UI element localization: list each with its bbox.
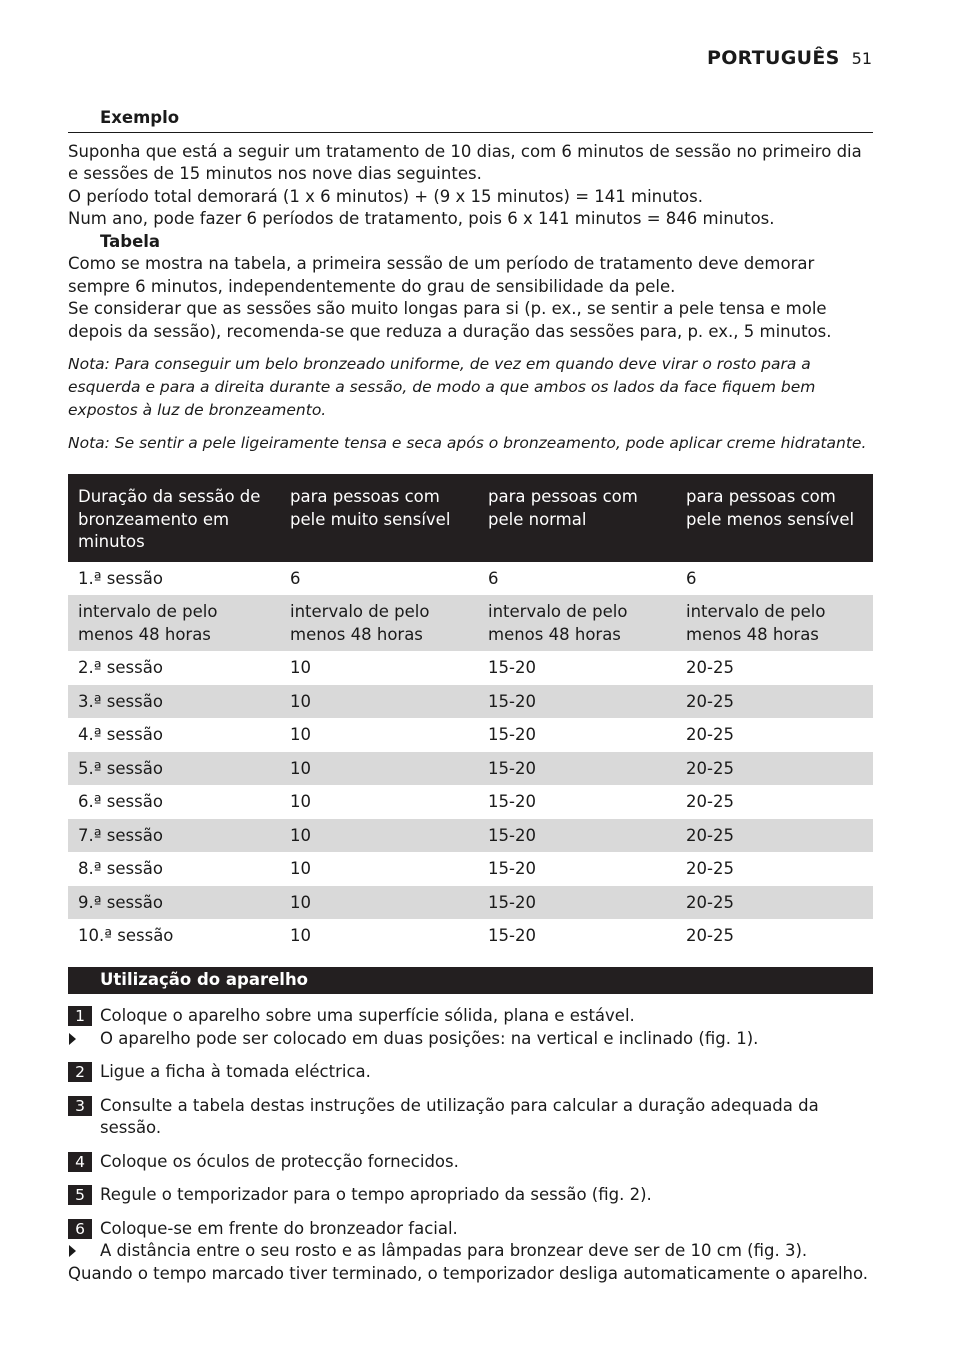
table-cell: 10 [290,658,311,677]
step-number: 2 [68,1062,92,1082]
note-1: Nota: Para conseguir um belo bronzeado uniforme, de vez em quando deve virar o rosto para a esquerda e para a direita durante a sessão, de modo a que ambos os lados da face fiquem bem expostos à luz de bronzeamento. [68,355,816,419]
exemplo-paragraph-3: Num ano, pode fazer 6 períodos de tratamento, pois 6 x 141 minutos = 846 minutos. [68,209,775,228]
table-cell: 6 [488,568,499,588]
table-cell: 20-25 [686,658,734,677]
table-cell: 10 [290,725,311,744]
table-cell: 10 [280,752,478,786]
table-row [68,785,873,819]
table-cell: 6 [686,568,697,588]
tabela-paragraph-2: Se considerar que as sessões são muito longas para si (p. ex., se sentir a pele tensa e mole depois da sessão), recomenda-se que reduza a duração das sessões para, p. ex., 5 minutos. [68,299,832,341]
table-cell: 20-25 [686,926,734,945]
step-3 [68,1095,873,1140]
step-number: 3 [68,1096,92,1116]
step-text: Coloque-se em frente do bronzeador facial. [100,1218,458,1238]
table-row [68,886,873,920]
step-number: 6 [68,1219,92,1239]
tabela-paragraph-1: Como se mostra na tabela, a primeira sessão de um período de tratamento deve demorar sempre 6 minutos, independentemente do grau de sensibilidade da pele. [68,254,815,296]
table-row [68,562,873,596]
table-cell: 15-20 [488,725,536,744]
table-cell: 10 [290,926,311,945]
table-cell: 15-20 [488,792,536,811]
page-header [707,47,872,69]
bullet-text: O aparelho pode ser colocado em duas posições: na vertical e inclinado (fig. 1). [100,1028,759,1048]
table-row [68,752,873,786]
header-very-sensitive: para pessoas com pele muito sensível [280,474,478,562]
step-1-bullet [68,1028,873,1051]
heading-exemplo: Exemplo [68,107,873,133]
header-normal: para pessoas com pele normal [478,474,676,562]
step-number: 4 [68,1152,92,1172]
step-2 [68,1061,873,1084]
table-cell: 15-20 [488,926,536,945]
header-duration: Duração da sessão de bronzeamento em minutos [68,474,280,562]
closing-paragraph: Quando o tempo marcado tiver terminado, o temporizador desliga automaticamente o aparelho. [68,1263,869,1283]
table-cell: intervalo de pelo menos 48 horas [676,595,873,651]
table-cell: 6.ª sessão [78,792,163,811]
table-cell: intervalo de pelo menos 48 horas [68,595,280,651]
table-cell: 10.ª sessão [78,926,174,945]
table-cell: 20-25 [686,859,734,878]
step-number: 5 [68,1185,92,1205]
step-4 [68,1151,873,1174]
table-cell: 1.ª sessão [78,568,163,588]
step-text: Ligue a ficha à tomada eléctrica. [100,1062,371,1081]
table-cell: 10 [280,685,478,719]
page-content [68,107,873,1285]
step-text: Coloque os óculos de protecção fornecidos. [100,1151,459,1171]
table-cell: 15-20 [488,658,536,677]
table-cell: 9.ª sessão [68,886,280,920]
table-cell: 6 [290,568,301,588]
note-2: Nota: Se sentir a pele ligeiramente tensa e seca após o bronzeamento, pode aplicar creme hidratante. [68,434,867,452]
heading-utilizacao: Utilização do aparelho [68,967,873,995]
table-cell: 7.ª sessão [68,819,280,853]
step-text: Coloque o aparelho sobre uma superfície sólida, plana e estável. [100,1006,635,1025]
table-cell: 10 [290,859,311,878]
table-cell: 2.ª sessão [78,658,163,677]
table-cell: intervalo de pelo menos 48 horas [478,595,676,651]
step-text: Consulte a tabela destas instruções de utilização para calcular a duração adequada da sessão. [100,1095,819,1137]
step-number: 1 [68,1006,92,1026]
table-header-row [68,474,873,562]
table-cell: 15-20 [478,685,676,719]
step-text: Regule o temporizador para o tempo apropriado da sessão (fig. 2). [100,1185,652,1204]
table-cell: intervalo de pelo menos 48 horas [280,595,478,651]
table-cell: 20-25 [686,725,734,744]
table-cell: 20-25 [676,886,873,920]
step-1 [68,1005,873,1028]
table-cell: 20-25 [676,685,873,719]
table-row [68,651,873,685]
table-row [68,819,873,853]
page-number: 51 [851,49,872,68]
table-cell: 15-20 [478,819,676,853]
tanning-session-table [68,474,873,953]
exemplo-paragraph-1: Suponha que está a seguir um tratamento de 10 dias, com 6 minutos de sessão no primeiro dia e sessões de 15 minutos nos nove dias seguintes. [68,141,862,183]
table-cell: 10 [280,819,478,853]
step-6 [68,1218,873,1241]
exemplo-paragraph-2: O período total demorará (1 x 6 minutos) + (9 x 15 minutos) = 141 minutos. [68,186,703,206]
table-cell: 10 [290,792,311,811]
bullet-triangle-icon [68,1028,100,1050]
table-cell: 20-25 [676,819,873,853]
table-cell: 8.ª sessão [78,859,163,878]
table-cell: 10 [280,886,478,920]
header-less-sensitive: para pessoas com pele menos sensível [676,474,873,562]
table-row [68,595,873,651]
heading-tabela: Tabela [100,231,161,251]
bullet-text: A distância entre o seu rosto e as lâmpadas para bronzear deve ser de 10 cm (fig. 3). [100,1241,808,1260]
table-row [68,685,873,719]
table-cell: 5.ª sessão [68,752,280,786]
table-cell: 3.ª sessão [68,685,280,719]
table-row [68,919,873,953]
step-5 [68,1184,873,1207]
table-cell: 15-20 [488,859,536,878]
table-cell: 4.ª sessão [78,725,163,744]
bullet-triangle-icon [68,1240,100,1262]
table-cell: 15-20 [478,752,676,786]
table-row [68,852,873,886]
table-cell: 15-20 [478,886,676,920]
language-label: PORTUGUÊS [707,47,840,69]
table-cell: 20-25 [676,752,873,786]
table-row [68,718,873,752]
table-cell: 20-25 [686,792,734,811]
step-6-bullet [68,1240,873,1263]
